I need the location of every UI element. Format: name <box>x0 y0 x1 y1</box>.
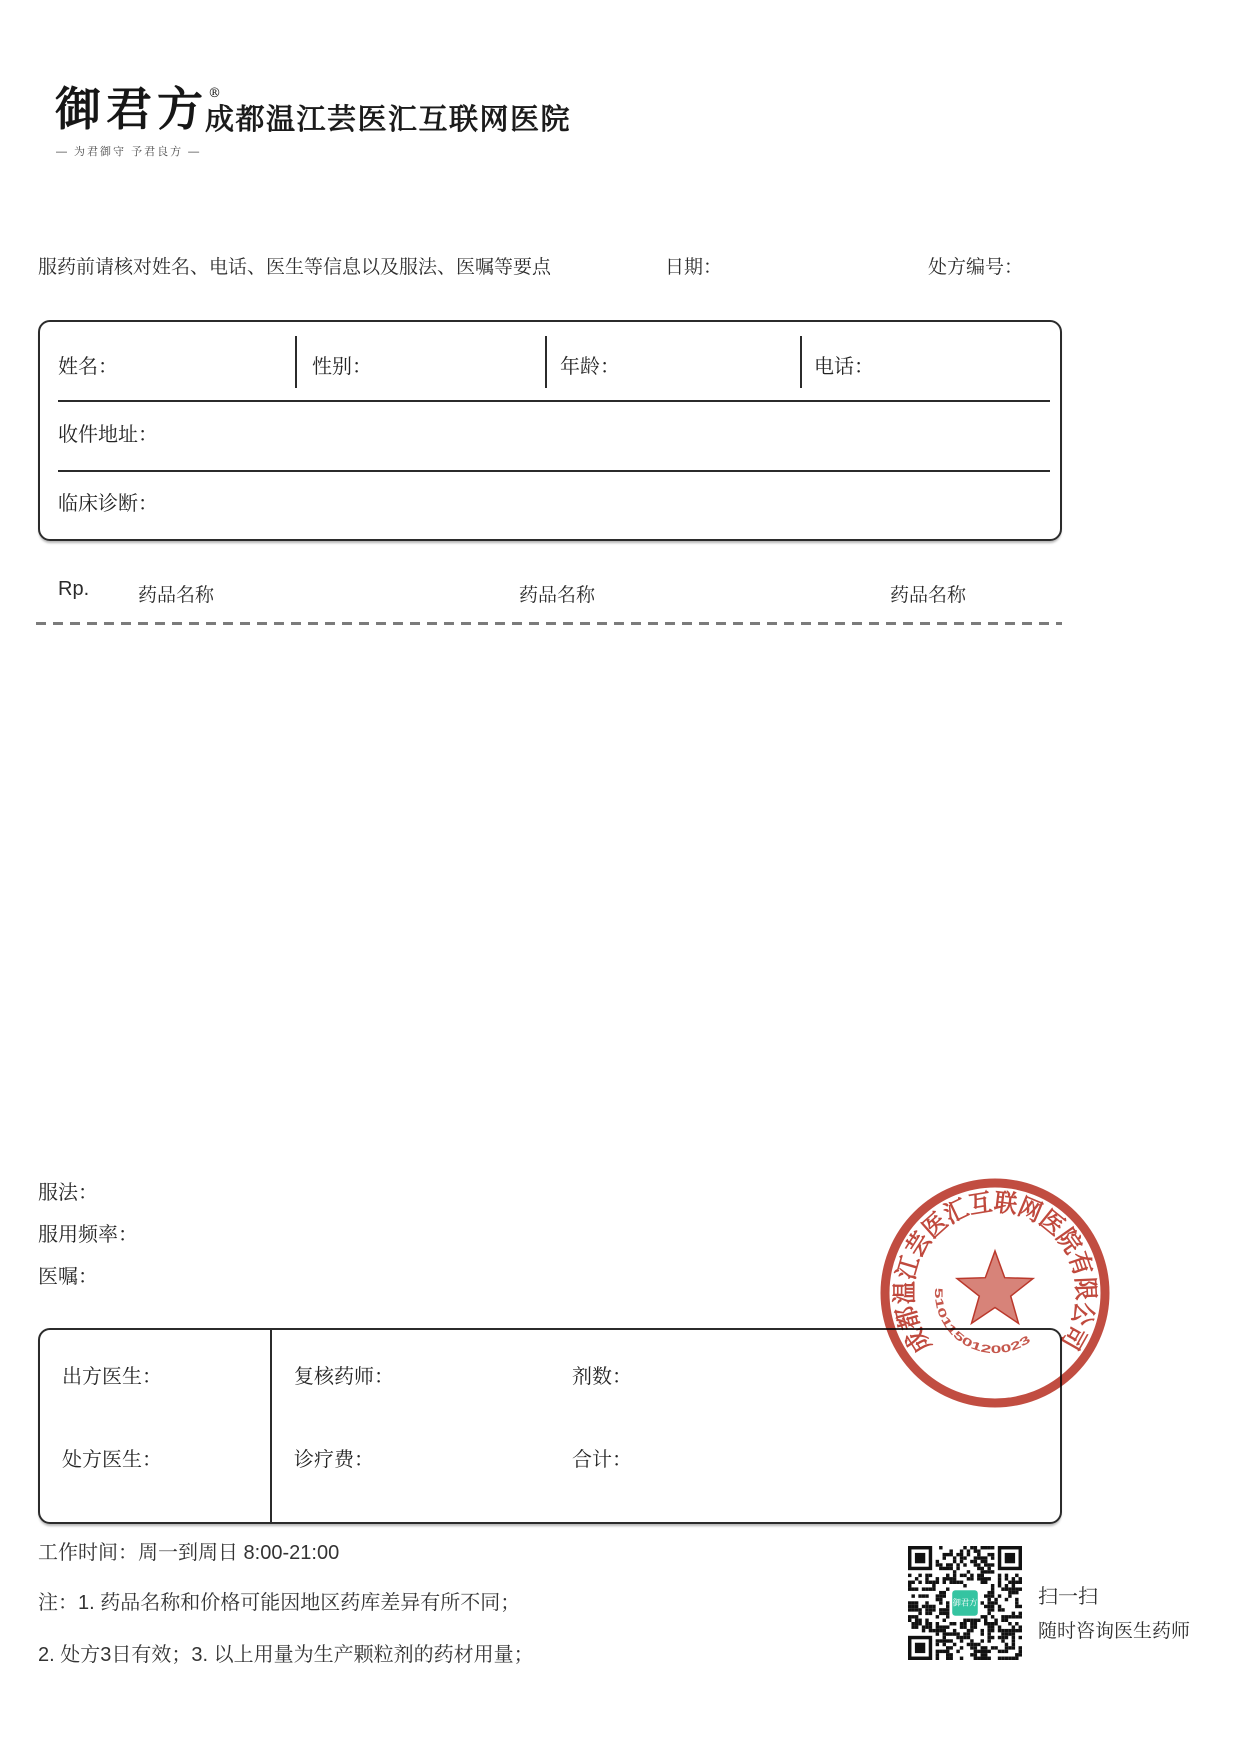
brand-logo-text: 御君方 <box>55 82 208 136</box>
seal-ring-text: 成都温江芸医汇互联网医院有限公司 <box>890 1188 1100 1358</box>
divider <box>58 470 1050 472</box>
brand-tagline: — 为君御守 予君良方 — <box>56 146 202 158</box>
review-pharmacist-label: 复核药师： <box>294 1366 394 1388</box>
dashed-separator <box>36 622 1062 625</box>
note-line-1: 注：1. 药品名称和价格可能因地区药库差异有所不同； <box>38 1592 521 1614</box>
check-notice: 服药前请核对姓名、电话、医生等信息以及服法、医嘱等要点 <box>38 257 552 278</box>
seal-star <box>957 1251 1033 1323</box>
diagnosis-label: 临床诊断： <box>58 493 158 515</box>
brand-logo <box>55 84 221 135</box>
name-label: 姓名： <box>58 356 118 378</box>
age-label: 年龄： <box>560 356 620 378</box>
total-label: 合计： <box>572 1449 632 1471</box>
seal-graphic <box>877 1175 1113 1411</box>
doses-label: 剂数： <box>572 1366 632 1388</box>
rp-label: Rp. <box>58 578 90 600</box>
consult-fee-label: 诊疗费： <box>294 1449 374 1471</box>
qr-code <box>908 1546 1022 1660</box>
divider <box>295 336 297 388</box>
prescribing-doctor-label: 处方医生： <box>62 1449 162 1471</box>
registered-mark: ® <box>208 86 221 101</box>
advice-label: 医嘱： <box>38 1266 98 1288</box>
qr-caption-subtitle: 随时咨询医生药师 <box>1038 1621 1191 1642</box>
qr-center-logo <box>951 1589 979 1617</box>
work-time: 工作时间：周一到周日 8:00-21:00 <box>38 1542 340 1564</box>
patient-info-box <box>38 320 1062 541</box>
address-label: 收件地址： <box>58 424 158 446</box>
company-seal-stamp <box>877 1175 1113 1411</box>
note-line-2: 2. 处方3日有效；3. 以上用量为生产颗粒剂的药材用量； <box>38 1644 534 1666</box>
svg-text:御君方: 御君方 <box>952 1597 978 1608</box>
drug-column-header: 药品名称 <box>890 585 967 606</box>
qr-graphic <box>908 1546 1022 1660</box>
divider <box>58 400 1050 402</box>
drug-column-header: 药品名称 <box>138 585 215 606</box>
issuing-doctor-label: 出方医生： <box>62 1366 162 1388</box>
qr-caption-title: 扫一扫 <box>1038 1586 1098 1608</box>
divider <box>545 336 547 388</box>
rx-number-label: 处方编号： <box>928 257 1024 278</box>
hospital-title: 成都温江芸医汇互联网医院 <box>205 104 572 136</box>
divider <box>800 336 802 388</box>
drug-column-header: 药品名称 <box>519 585 596 606</box>
gender-label: 性别： <box>312 356 372 378</box>
date-label: 日期： <box>665 257 723 278</box>
phone-label: 电话： <box>814 356 874 378</box>
divider <box>270 1330 272 1522</box>
frequency-label: 服用频率： <box>38 1224 138 1246</box>
method-label: 服法： <box>38 1182 98 1204</box>
seal-serial-number: 5101150120023 <box>931 1287 1029 1357</box>
